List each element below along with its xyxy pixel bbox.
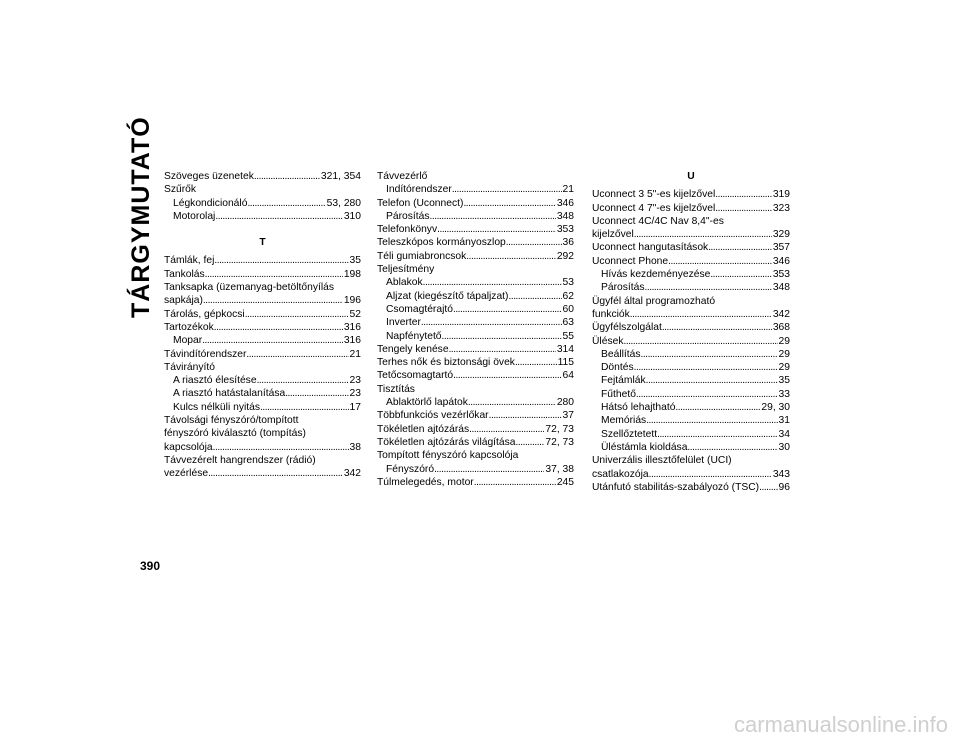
entry-pages: 62 — [562, 290, 574, 302]
index-subentry — [377, 463, 574, 476]
entry-pages: 343 — [772, 468, 790, 480]
dot-leader — [634, 361, 778, 374]
index-entry — [592, 202, 790, 215]
entry-pages: 29 — [778, 362, 790, 374]
entry-pages: 23 — [349, 388, 361, 400]
index-subentry — [377, 276, 574, 289]
dot-leader — [489, 409, 562, 422]
dot-leader — [506, 236, 562, 249]
entry-pages: 37, 38 — [545, 463, 574, 475]
entry-term: sapkája) — [164, 295, 203, 307]
index-entry — [377, 436, 574, 449]
index-entry — [592, 335, 790, 348]
entry-pages: 357 — [772, 242, 790, 254]
entry-term: Teleszkópos kormányoszlop — [377, 237, 506, 249]
dot-leader — [202, 334, 343, 347]
entry-term: Tárolás, gépkocsi — [164, 308, 245, 320]
entry-term: Utánfutó stabilitás-szabályozó (TSC) — [592, 481, 760, 493]
entry-pages: 342 — [772, 308, 790, 320]
entry-term: Indítórendszer — [386, 184, 452, 196]
index-heading: Tompított fényszóró kapcsolója — [377, 450, 519, 462]
entry-pages: 21 — [562, 184, 574, 196]
entry-pages: 63 — [562, 317, 574, 329]
dot-leader — [468, 396, 556, 409]
index-heading: Teljesítmény — [377, 264, 435, 276]
entry-term: Szöveges üzenetek — [164, 171, 254, 182]
dot-leader — [641, 348, 778, 361]
entry-pages: 72, 73 — [545, 423, 574, 435]
dot-leader — [452, 183, 562, 196]
dot-leader — [687, 441, 777, 454]
entry-term: funkciók — [592, 308, 630, 320]
dot-leader — [203, 294, 343, 307]
dot-leader — [423, 276, 562, 289]
entry-pages: 31 — [778, 415, 790, 427]
entry-pages: 72, 73 — [545, 436, 574, 448]
dot-leader — [759, 481, 777, 494]
index-entry — [377, 250, 574, 263]
entry-term: Tengely kenése — [377, 343, 449, 355]
entry-pages: 33 — [778, 388, 790, 400]
entry-pages: 29 — [778, 335, 790, 347]
entry-term: Hátsó lehajtható — [601, 402, 676, 414]
index-subentry — [592, 414, 790, 427]
entry-term: Ablakok — [386, 277, 423, 289]
index-subentry — [164, 374, 361, 387]
index-entry — [592, 241, 790, 254]
entry-pages: 319 — [772, 189, 790, 201]
index-entry — [164, 268, 361, 281]
dot-leader — [205, 268, 343, 281]
entry-term: Telefon (Uconnect) — [377, 197, 464, 209]
entry-term: Tetőcsomagtartó — [377, 370, 454, 382]
entry-term: Párosítás — [601, 282, 645, 294]
index-entry — [377, 223, 574, 236]
index-column-3 — [592, 170, 790, 494]
entry-term: Párosítás — [386, 210, 430, 222]
entry-term: Mopar — [173, 335, 203, 347]
dot-leader — [437, 223, 556, 236]
entry-pages: 280 — [556, 397, 574, 409]
dot-leader — [430, 210, 556, 223]
entry-term: Tökéletlen ajtózárás világítása — [377, 436, 516, 448]
entry-term: Ügyfélszolgálat — [592, 322, 662, 334]
dot-leader — [516, 436, 545, 449]
index-subentry — [592, 281, 790, 294]
index-entry — [377, 343, 574, 356]
index-entry — [377, 369, 574, 382]
dot-leader — [710, 268, 771, 281]
index-subentry — [164, 387, 361, 400]
entry-pages: 30 — [778, 441, 790, 453]
index-subentry — [164, 334, 361, 347]
entry-pages: 55 — [562, 330, 574, 342]
entry-pages: 292 — [556, 250, 574, 262]
index-entry — [164, 348, 361, 361]
dot-leader — [421, 316, 562, 329]
entry-term: Motorolaj — [173, 210, 216, 222]
entry-term: Terhes nők és biztonsági övek — [377, 357, 515, 369]
dot-leader — [254, 170, 320, 183]
index-entry — [164, 294, 361, 307]
entry-pages: 316 — [343, 321, 361, 333]
index-heading: Távvezérelt hangrendszer (rádió) — [164, 454, 316, 466]
entry-pages: 198 — [343, 268, 361, 280]
entry-term: Szellőztetett — [601, 428, 658, 440]
entry-term: Tartozékok — [164, 321, 214, 333]
entry-pages: 346 — [772, 255, 790, 267]
entry-pages: 52 — [349, 308, 361, 320]
dot-leader — [215, 210, 342, 223]
index-heading: Uconnect 4C/4C Nav 8,4"-es — [592, 215, 724, 227]
entry-pages: 314 — [556, 343, 574, 355]
index-subentry — [377, 183, 574, 196]
entry-term: Többfunkciós vezérlőkar — [377, 410, 489, 422]
index-subentry — [592, 401, 790, 414]
entry-term: Uconnect 3 5"-es kijelzővel — [592, 189, 716, 201]
dot-leader — [214, 254, 348, 267]
dot-leader — [657, 428, 777, 441]
entry-term: Csomagtérajtó — [386, 303, 453, 315]
dot-leader — [715, 188, 772, 201]
index-column-2 — [377, 170, 574, 489]
entry-pages: 29, 30 — [761, 402, 790, 414]
entry-term: Uconnect hangutasítások — [592, 242, 709, 254]
entry-pages: 36 — [562, 237, 574, 249]
entry-pages: 53, 280 — [326, 197, 361, 209]
entry-term: A riasztó élesítése — [173, 375, 257, 387]
dot-leader — [645, 281, 772, 294]
section-letter: T — [259, 237, 266, 249]
dot-leader — [208, 467, 343, 480]
index-entry — [164, 254, 361, 267]
index-entry — [164, 308, 361, 321]
entry-pages: 115 — [557, 357, 574, 369]
entry-pages: 53 — [562, 277, 574, 289]
index-entry — [164, 321, 361, 334]
dot-leader — [630, 308, 772, 321]
index-subentry — [377, 396, 574, 409]
entry-term: Túlmelegedés, motor — [377, 476, 474, 488]
entry-term: Fűthető — [601, 388, 636, 400]
entry-pages: 329 — [772, 229, 790, 241]
dot-leader — [453, 303, 562, 316]
dot-leader — [508, 290, 561, 303]
dot-leader — [442, 330, 562, 343]
entry-term: kapcsolója — [164, 441, 213, 453]
index-subentry — [377, 316, 574, 329]
index-heading: Ügyfél által programozható — [592, 295, 716, 307]
dot-leader — [466, 250, 556, 263]
index-subentry — [592, 374, 790, 387]
index-entry — [592, 188, 790, 201]
dot-leader — [285, 387, 348, 400]
dot-leader — [646, 374, 778, 387]
index-entry — [164, 467, 361, 480]
index-subentry — [164, 210, 361, 223]
index-entry — [592, 481, 790, 494]
index-entry — [592, 468, 790, 481]
dot-leader — [246, 348, 348, 361]
dot-leader — [708, 241, 772, 254]
entry-term: Ablaktörlő lapátok — [386, 397, 468, 409]
entry-term: Tökéletlen ajtózárás — [377, 423, 470, 435]
entry-term: csatlakozója — [592, 468, 649, 480]
index-heading: Távirányító — [164, 361, 215, 373]
index-entry — [592, 308, 790, 321]
dot-leader — [214, 321, 343, 334]
dot-leader — [453, 369, 561, 382]
index-heading: Tisztítás — [377, 383, 415, 395]
dot-leader — [474, 476, 556, 489]
entry-term: Ülések — [592, 335, 624, 347]
dot-leader — [634, 228, 772, 241]
entry-pages: 17 — [349, 401, 361, 413]
index-subentry — [592, 388, 790, 401]
dot-leader — [662, 321, 772, 334]
dot-leader — [213, 441, 349, 454]
dot-leader — [245, 308, 349, 321]
entry-term: Telefonkönyv — [377, 224, 438, 236]
index-subentry — [592, 348, 790, 361]
dot-leader — [469, 423, 544, 436]
entry-pages: 346 — [556, 197, 574, 209]
entry-term: Hívás kezdeményezése — [601, 269, 711, 281]
dot-leader — [257, 374, 349, 387]
index-subentry — [592, 428, 790, 441]
index-entry — [592, 255, 790, 268]
entry-pages: 35 — [778, 375, 790, 387]
entry-pages: 353 — [556, 224, 574, 236]
entry-pages: 353 — [772, 269, 790, 281]
page-number: 390 — [140, 559, 161, 573]
dot-leader — [515, 356, 557, 369]
index-entry — [592, 321, 790, 334]
entry-pages: 368 — [772, 322, 790, 334]
entry-term: vezérlése — [164, 468, 209, 480]
entry-term: Téli gumiabroncsok — [377, 250, 467, 262]
index-subentry — [377, 330, 574, 343]
entry-term: A riasztó hatástalanítása — [173, 388, 286, 400]
entry-term: Memóriás — [601, 415, 647, 427]
index-subentry — [592, 441, 790, 454]
entry-term: Támlák, fej — [164, 255, 215, 267]
entry-term: Üléstámla kioldása — [601, 441, 688, 453]
dot-leader — [463, 197, 555, 210]
dot-leader — [247, 197, 325, 210]
dot-leader — [449, 343, 556, 356]
entry-pages: 342 — [343, 468, 361, 480]
index-subentry — [592, 268, 790, 281]
index-heading: Univerzális illesztőfelület (UCI) — [592, 455, 732, 467]
entry-pages: 323 — [772, 202, 790, 214]
dot-leader — [434, 463, 544, 476]
dot-leader — [675, 401, 760, 414]
index-entry — [377, 476, 574, 489]
entry-pages: 96 — [778, 481, 790, 493]
entry-pages: 348 — [772, 282, 790, 294]
index-entry — [164, 441, 361, 454]
index-heading: Tanksapka (üzemanyag-betöltőnyílás — [164, 282, 334, 294]
dot-leader — [636, 388, 778, 401]
dot-leader — [646, 414, 777, 427]
entry-pages: 21 — [349, 348, 361, 360]
entry-pages: 23 — [349, 375, 361, 387]
index-heading: Távolsági fényszóró/tompított — [164, 415, 299, 427]
entry-pages: 64 — [562, 370, 574, 382]
entry-pages: 196 — [343, 295, 361, 307]
entry-term: Kulcs nélküli nyitás — [173, 401, 260, 413]
entry-term: Beállítás — [601, 348, 641, 360]
entry-term: Távindítórendszer — [164, 348, 247, 360]
index-heading: Távvezérlő — [377, 171, 428, 182]
dot-leader — [715, 202, 772, 215]
entry-term: Tankolás — [164, 268, 205, 280]
index-entry — [377, 197, 574, 210]
watermark: carmanualsonline.info — [733, 712, 948, 737]
dot-leader — [649, 468, 772, 481]
index-entry — [377, 356, 574, 369]
index-column-1 — [164, 170, 361, 481]
entry-pages: 60 — [562, 303, 574, 315]
entry-pages: 245 — [556, 476, 574, 488]
index-subentry — [377, 210, 574, 223]
entry-pages: 29 — [778, 348, 790, 360]
entry-term: Légkondicionáló — [173, 197, 248, 209]
entry-pages: 316 — [343, 335, 361, 347]
index-subentry — [377, 303, 574, 316]
entry-term: Uconnect Phone — [592, 255, 669, 267]
entry-term: Napfénytető — [386, 330, 442, 342]
index-subentry — [377, 290, 574, 303]
side-title: TÁRGYMUTATÓ — [127, 116, 155, 318]
entry-term: Fényszóró — [386, 463, 435, 475]
section-letter: U — [687, 171, 695, 182]
entry-term: Uconnect 4 7"-es kijelzővel — [592, 202, 716, 214]
index-subentry — [164, 401, 361, 414]
entry-term: Fejtámlák — [601, 375, 646, 387]
entry-term: Inverter — [386, 317, 421, 329]
dot-leader — [623, 335, 777, 348]
entry-pages: 37 — [562, 410, 574, 422]
entry-term: kijelzővel — [592, 229, 634, 241]
entry-pages: 348 — [556, 210, 574, 222]
dot-leader — [668, 255, 772, 268]
index-entry — [164, 170, 361, 183]
index-entry — [592, 228, 790, 241]
index-heading: fényszóró kiválasztó (tompítás) — [164, 428, 306, 440]
entry-pages: 38 — [349, 441, 361, 453]
entry-term: Döntés — [601, 362, 634, 374]
entry-term: Aljzat (kiegészítő tápaljzat) — [386, 290, 509, 302]
index-entry — [377, 423, 574, 436]
entry-pages: 34 — [778, 428, 790, 440]
index-entry — [377, 236, 574, 249]
entry-pages: 310 — [343, 210, 361, 222]
index-entry — [377, 409, 574, 422]
entry-pages: 35 — [349, 255, 361, 267]
index-heading: Szűrők — [164, 184, 197, 196]
entry-pages: 321, 354 — [320, 171, 361, 182]
dot-leader — [260, 401, 349, 414]
index-subentry — [592, 361, 790, 374]
index-subentry — [164, 197, 361, 210]
